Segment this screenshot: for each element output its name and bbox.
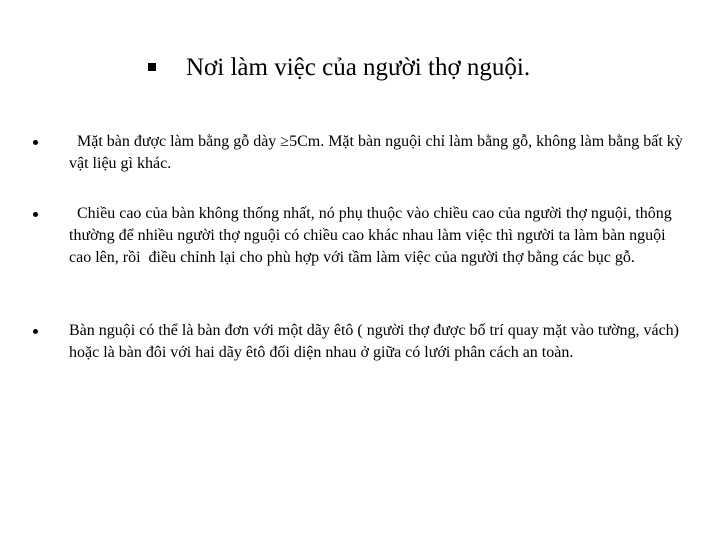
bullet-text: Mặt bàn được làm bằng gỗ dày ≥5Cm. Mặt bàn nguội chỉ làm bằng gỗ, không làm bằng bất kỳ vật liệu gì khác. — [69, 133, 687, 172]
bullet-text: Chiều cao của bàn không thống nhất, nó phụ thuộc vào chiều cao của người thợ nguội, thông thường để nhiều người thợ nguội có chiều cao khác nhau làm việc thì người ta làm bàn nguội cao lên, rồi điều chỉnh lại cho phù hợp với tầm làm việc của người thợ bằng các bục gỗ. — [69, 205, 676, 266]
bullet-dot-icon — [33, 140, 38, 145]
title-text: Nơi làm việc của người thợ nguội. — [186, 54, 531, 81]
bullet-dot-icon — [33, 212, 38, 217]
bullet-text: Bàn nguội có thể là bàn đơn với một dãy êtô ( người thợ được bố trí quay mặt vào tường, vách) hoặc là bàn đôi với hai dãy êtô đối diện nhau ở giữa có lưới phân cách an toàn. — [69, 322, 679, 361]
bullet-dot-icon — [33, 329, 38, 334]
square-bullet-icon — [148, 63, 156, 71]
slide-title — [0, 52, 720, 88]
